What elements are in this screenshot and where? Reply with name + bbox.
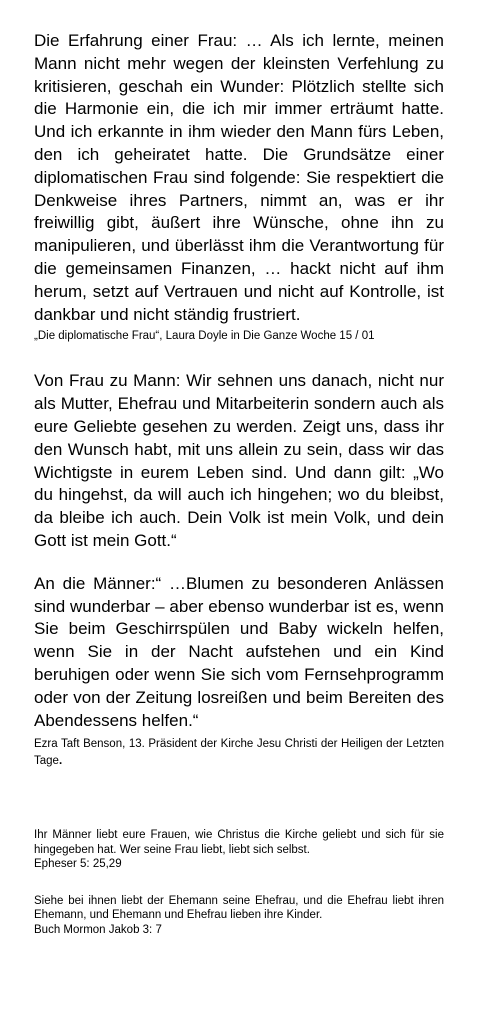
- quote-text: An die Männer:“ …Blumen zu besonderen Anlässen sind wunderbar – aber ebenso wunderbar ist es, wenn Sie beim Geschirrspülen und Baby wickeln helfen, wenn Sie in der Nacht aufstehen und ein Kind beruhigen oder wenn Sie sich vom Fernsehprogramm oder von der Zeitung losreißen und beim Bereiten des Abendessens helfen.“: [34, 573, 444, 730]
- quote-source: [34, 736, 444, 770]
- quote-source-author: Ezra Taft Benson, 13. Präsident der Kirche Jesu Christi der Heiligen der Letzten Tage: [34, 738, 444, 768]
- quote-diplomatic-wife: [34, 30, 444, 344]
- verse-reference: Epheser 5: 25,29: [34, 858, 122, 871]
- quote-text: Die Erfahrung einer Frau: … Als ich lernte, meinen Mann nicht mehr wegen der kleinsten Verfehlung zu kritisieren, geschah ein Wunder: Plötzlich stellte sich die Harmonie ein, die ich mir immer erträumt hatte. Und ich erkannte in ihm wieder den Mann fürs Leben, den ich geheiratet hatte. Die Grundsätze einer diplomatischen Frau sind folgende: Sie respektiert die Denkweise ihres Partners, nimmt an, was er ihr freiwillig gibt, äußert ihre Wünsche, ohne ihn zu manipulieren, und überlässt ihm die Verantwortung für die gemeinsamen Finanzen, … hackt nicht auf ihm herum, setzt auf Vertrauen und nicht auf Kontrolle, ist dankbar und nicht ständig frustriert.: [34, 31, 444, 324]
- quote-to-the-men: [34, 573, 444, 771]
- quote-source: „Die diplomatische Frau“, Laura Doyle in Die Ganze Woche 15 / 01: [34, 330, 375, 343]
- quote-text: Von Frau zu Mann: Wir sehnen uns danach, nicht nur als Mutter, Ehefrau und Mitarbeiterin sondern auch als eure Geliebte gesehen zu werden. Zeigt uns, dass ihr den Wunsch habt, mit uns allein zu sein, dass wir das Wichtigste in eurem Leben sind. Und dann gilt: „Wo du hingehst, da will auch ich hingehen; wo du bleibst, da bleibe ich auch. Dein Volk ist mein Volk, und dein Gott ist mein Gott.“: [34, 371, 444, 550]
- verse-text: Siehe bei ihnen liebt der Ehemann seine Ehefrau, und die Ehefrau liebt ihren Ehemann, und Ehemann und Ehefrau lieben ihre Kinder.: [34, 894, 444, 922]
- verse-reference: Buch Mormon Jakob 3: 7: [34, 923, 162, 936]
- quote-wife-to-husband: [34, 370, 444, 552]
- document-page: [34, 30, 444, 937]
- scripture-ephesians: [34, 828, 444, 872]
- scripture-book-of-mormon: [34, 894, 444, 938]
- quote-source-end: .: [58, 755, 63, 768]
- verse-text: Ihr Männer liebt eure Frauen, wie Christus die Kirche geliebt und sich für sie hingegeben hat. Wer seine Frau liebt, liebt sich selbst.: [34, 829, 444, 856]
